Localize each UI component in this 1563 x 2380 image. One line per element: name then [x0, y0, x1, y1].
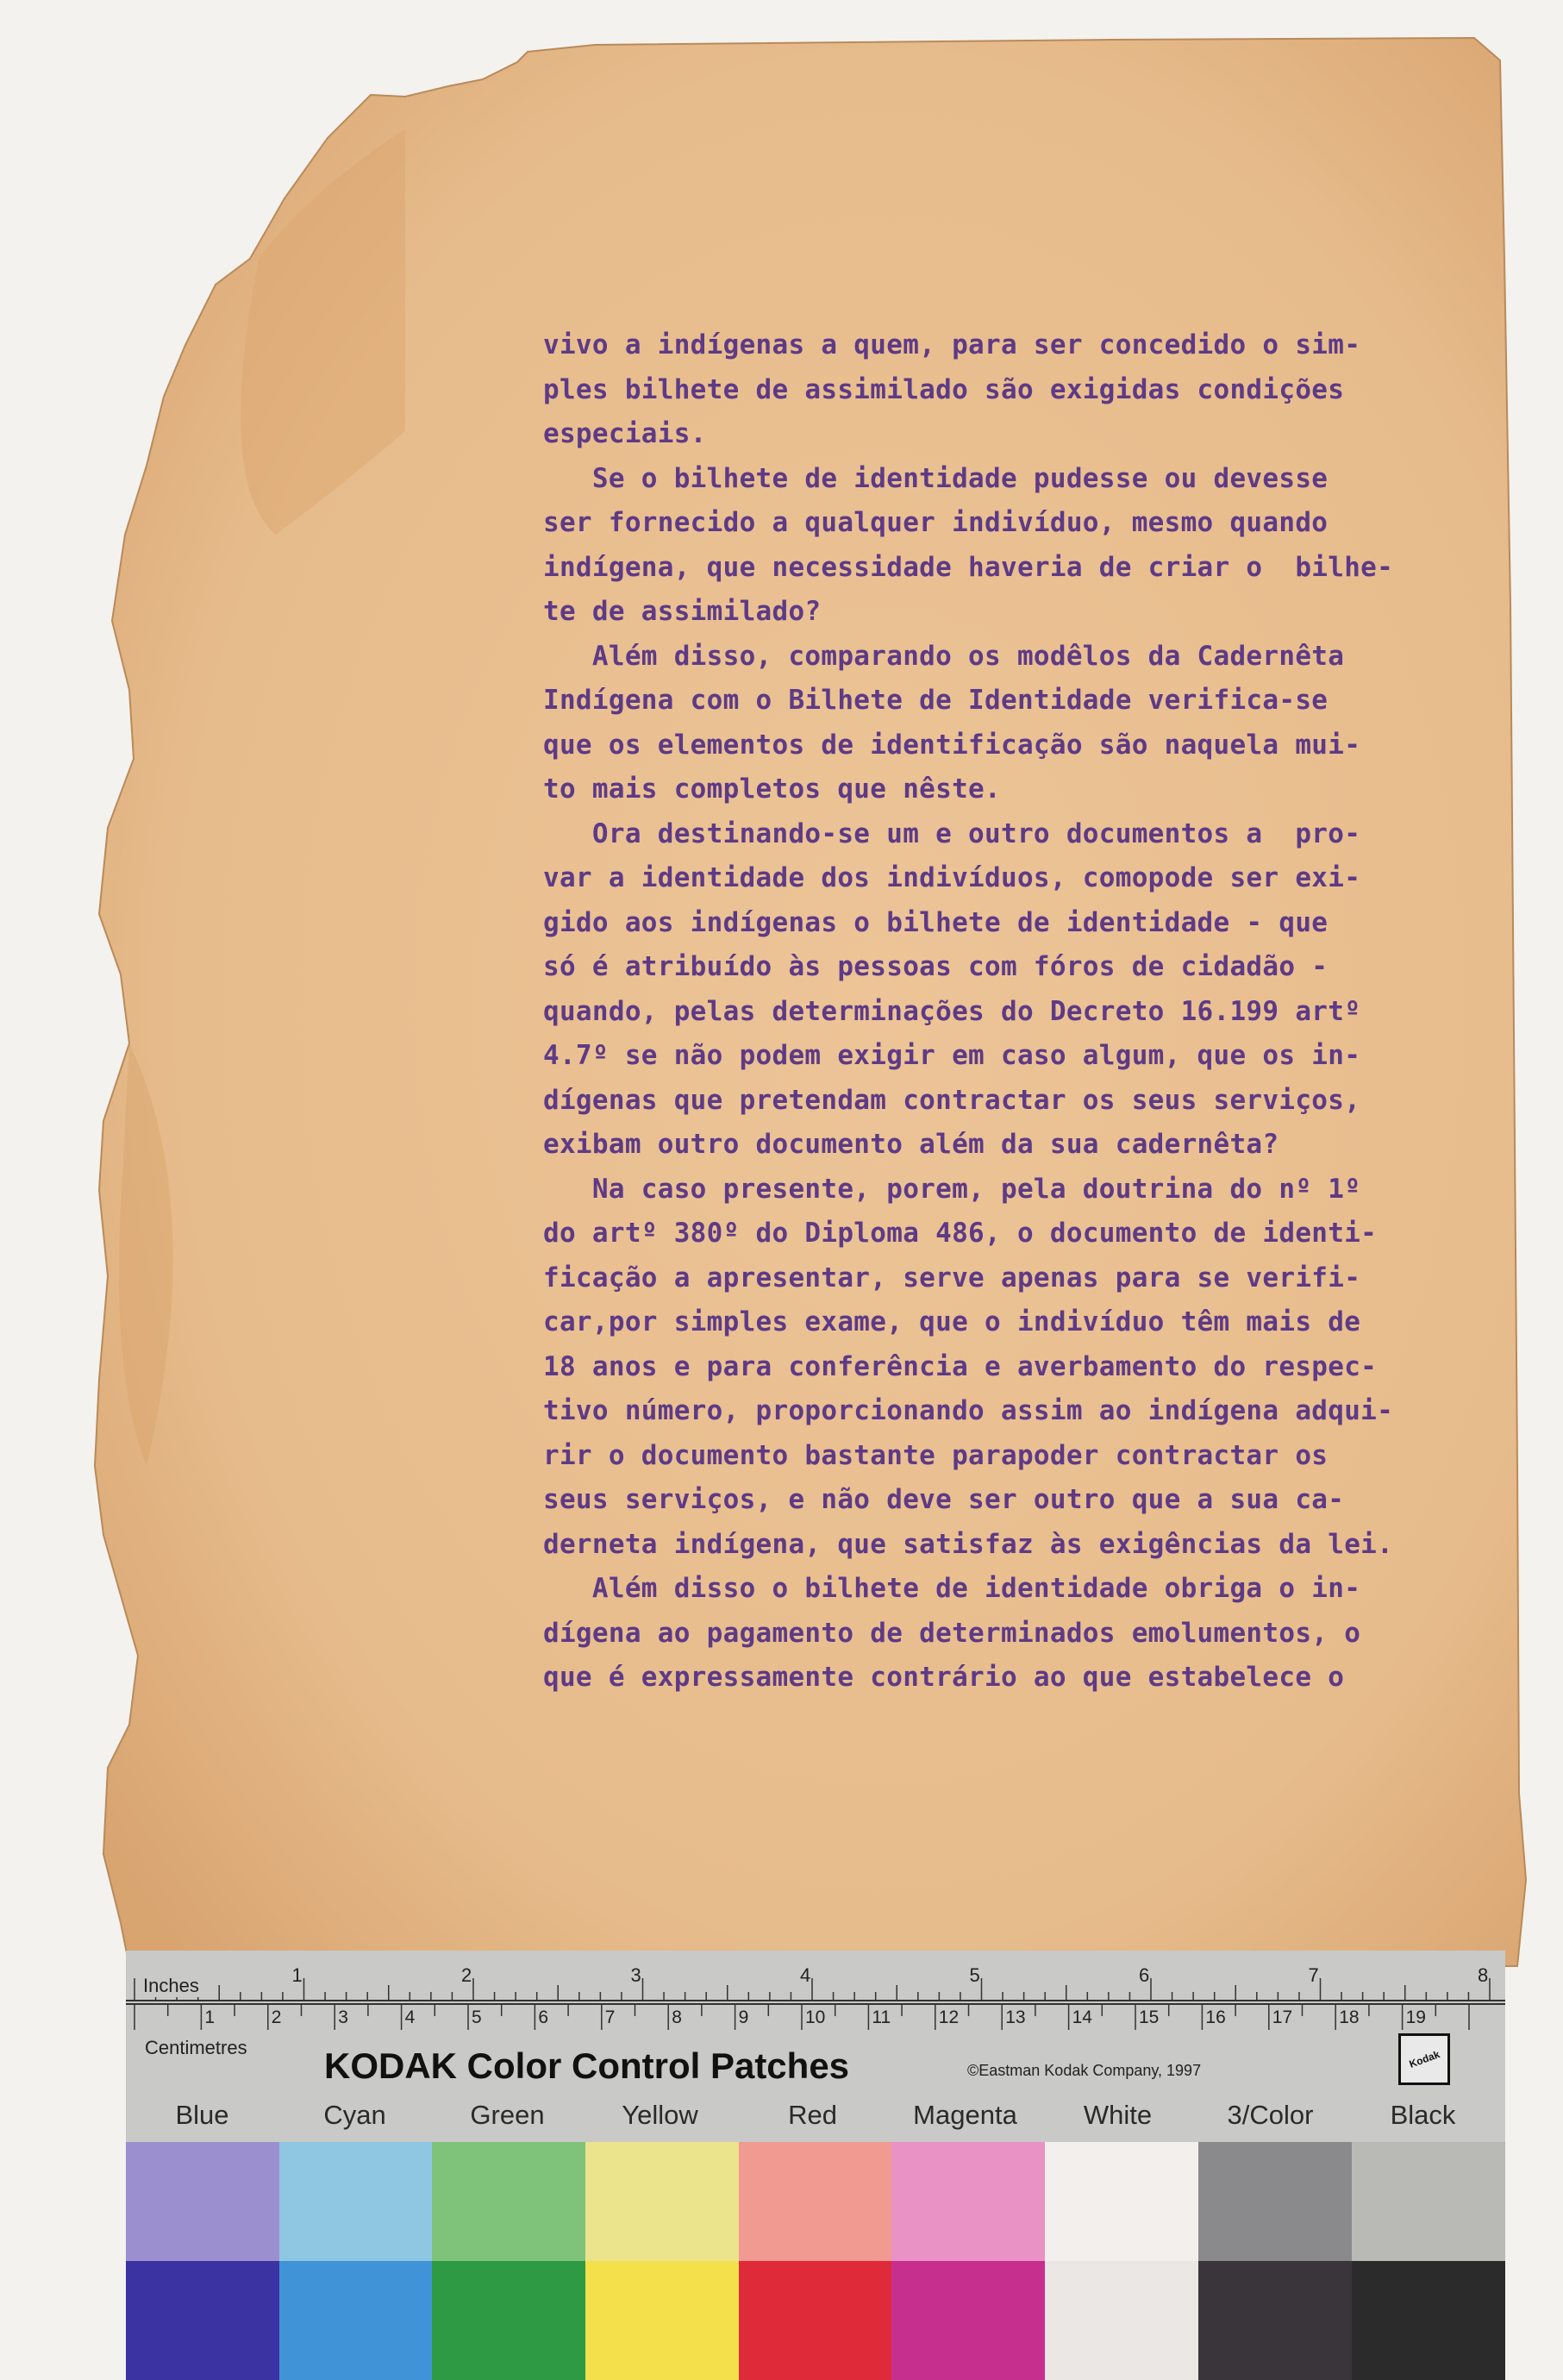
light-patch: [279, 2142, 433, 2261]
text-line: Além disso o bilhete de identidade obriga o in-: [543, 1573, 1361, 1604]
light-patch: [1045, 2142, 1198, 2261]
cm-number: 3: [338, 2007, 348, 2027]
inch-number: 4: [800, 1964, 811, 1986]
dark-patch: [585, 2261, 739, 2380]
text-line: que os elementos de identificação são naquela mui-: [543, 729, 1361, 761]
cm-number: 1: [204, 2007, 216, 2027]
inch-number: 7: [1308, 1964, 1319, 1986]
inch-number: 2: [461, 1964, 472, 1986]
patch-name-cyan: Cyan: [323, 2100, 386, 2130]
cm-number: 8: [672, 2007, 682, 2027]
cm-number: 2: [271, 2007, 282, 2027]
copyright-text: ©Eastman Kodak Company, 1997: [967, 2062, 1202, 2079]
text-line: do artº 380º do Diploma 486, o documento de identi-: [543, 1218, 1378, 1249]
light-patch: [1198, 2142, 1352, 2261]
text-line: dígenas que pretendam contractar os seus serviços,: [543, 1084, 1361, 1116]
text-line: derneta indígena, que satisfaz às exigências da lei.: [543, 1528, 1394, 1560]
patch-row-dark: [126, 2261, 1505, 2380]
color-patches: [126, 2142, 1505, 2380]
text-line: que é expressamente contrário ao que estabelece o: [543, 1662, 1345, 1693]
light-patch: [585, 2142, 739, 2261]
centimetres-label: Centimetres: [145, 2037, 247, 2058]
cm-number: 12: [938, 2007, 960, 2027]
color-control-target: [126, 1951, 1505, 2380]
cm-number: 5: [472, 2007, 482, 2027]
patch-name-white: White: [1083, 2100, 1153, 2130]
light-patch: [739, 2142, 892, 2261]
patch-name-red: Red: [788, 2100, 837, 2130]
patch-names: [126, 2094, 1505, 2137]
text-line: ples bilhete de assimilado são exigidas condições: [543, 373, 1345, 405]
cm-number: 6: [538, 2007, 549, 2027]
cm-number: 14: [1072, 2007, 1092, 2027]
text-line: rir o documento bastante parapoder contractar os: [543, 1439, 1329, 1471]
cm-number: 7: [604, 2007, 616, 2027]
cm-number: 18: [1339, 2007, 1360, 2027]
ruler: [126, 1951, 1505, 2142]
inch-number: 8: [1478, 1964, 1489, 1986]
text-line: te de assimilado?: [543, 596, 822, 627]
cm-number: 16: [1205, 2007, 1226, 2027]
target-title: KODAK Color Control Patches: [324, 2045, 850, 2086]
inches-label: Inches: [143, 1975, 199, 1996]
light-patch: [1352, 2142, 1505, 2261]
text-line: 4.7º se não podem exigir em caso algum, que os in-: [543, 1040, 1361, 1071]
cm-number: 17: [1272, 2007, 1293, 2027]
patch-name-3color: 3/Color: [1227, 2100, 1314, 2130]
text-line: ser fornecido a qualquer indivíduo, mesmo quando: [543, 507, 1329, 538]
text-line: quando, pelas determinações do Decreto 16.199 artº: [543, 995, 1361, 1027]
inch-number: 1: [291, 1964, 303, 1986]
typed-text: [543, 323, 1483, 1700]
patch-name-magenta: Magenta: [913, 2100, 1017, 2130]
text-line: especiais.: [543, 418, 707, 449]
cm-number: 11: [872, 2007, 891, 2027]
light-patch: [891, 2142, 1045, 2261]
dark-patch: [1198, 2261, 1352, 2380]
cm-number: 10: [805, 2007, 826, 2027]
dark-patch: [1045, 2261, 1198, 2380]
text-line: Na caso presente, porem, pela doutrina do nº 1º: [543, 1173, 1361, 1205]
dark-patch: [891, 2261, 1045, 2380]
light-patch: [432, 2142, 585, 2261]
dark-patch: [739, 2261, 892, 2380]
inch-number: 3: [630, 1964, 641, 1986]
dark-patch: [432, 2261, 585, 2380]
text-line: indígena, que necessidade haveria de criar o bilhe-: [543, 551, 1394, 583]
kodak-logo-text: Kodak: [1407, 2048, 1441, 2070]
dark-patch: [126, 2261, 279, 2380]
text-line: seus serviços, e não deve ser outro que a sua ca-: [543, 1484, 1345, 1515]
patch-row-light: [126, 2142, 1505, 2261]
inch-number: 6: [1139, 1964, 1150, 1986]
text-line: Indígena com o Bilhete de Identidade verifica-se: [543, 685, 1329, 716]
text-line: Se o bilhete de identidade pudesse ou devesse: [543, 462, 1329, 494]
cm-number: 13: [1005, 2007, 1026, 2027]
text-line: vivo a indígenas a quem, para ser concedido o sim-: [543, 329, 1361, 360]
text-line: Ora destinando-se um e outro documentos a pro-: [543, 817, 1361, 849]
text-line: exibam outro documento além da sua cadernêta?: [543, 1129, 1279, 1160]
patch-name-yellow: Yellow: [622, 2100, 698, 2130]
cm-number: 15: [1139, 2007, 1160, 2027]
text-line: só é atribuído às pessoas com fóros de cidadão -: [543, 951, 1329, 982]
patch-name-black: Black: [1390, 2100, 1456, 2130]
text-line: dígena ao pagamento de determinados emolumentos, o: [543, 1617, 1361, 1649]
cm-number: 19: [1405, 2007, 1426, 2027]
cm-number: 9: [738, 2007, 749, 2027]
dark-patch: [1352, 2261, 1505, 2380]
dark-patch: [279, 2261, 433, 2380]
patch-name-green: Green: [470, 2100, 545, 2130]
kodak-logo: [1398, 2033, 1450, 2085]
light-patch: [126, 2142, 279, 2261]
text-line: to mais completos que nêste.: [543, 774, 1001, 805]
text-line: var a identidade dos indivíduos, comopode ser exi-: [543, 862, 1361, 893]
text-line: car,por simples exame, que o indivíduo têm mais de: [543, 1306, 1361, 1337]
text-line: Além disso, comparando os modêlos da Cadernêta: [543, 640, 1345, 672]
text-line: gido aos indígenas o bilhete de identidade - que: [543, 906, 1329, 938]
inch-number: 5: [969, 1964, 980, 1986]
text-line: ficação a apresentar, serve apenas para se verifi-: [543, 1262, 1361, 1293]
patch-name-blue: Blue: [175, 2100, 229, 2130]
text-line: tivo número, proporcionando assim ao indígena adqui-: [543, 1395, 1394, 1426]
text-line: 18 anos e para conferência e averbamento do respec-: [543, 1350, 1378, 1382]
cm-number: 4: [404, 2007, 416, 2027]
